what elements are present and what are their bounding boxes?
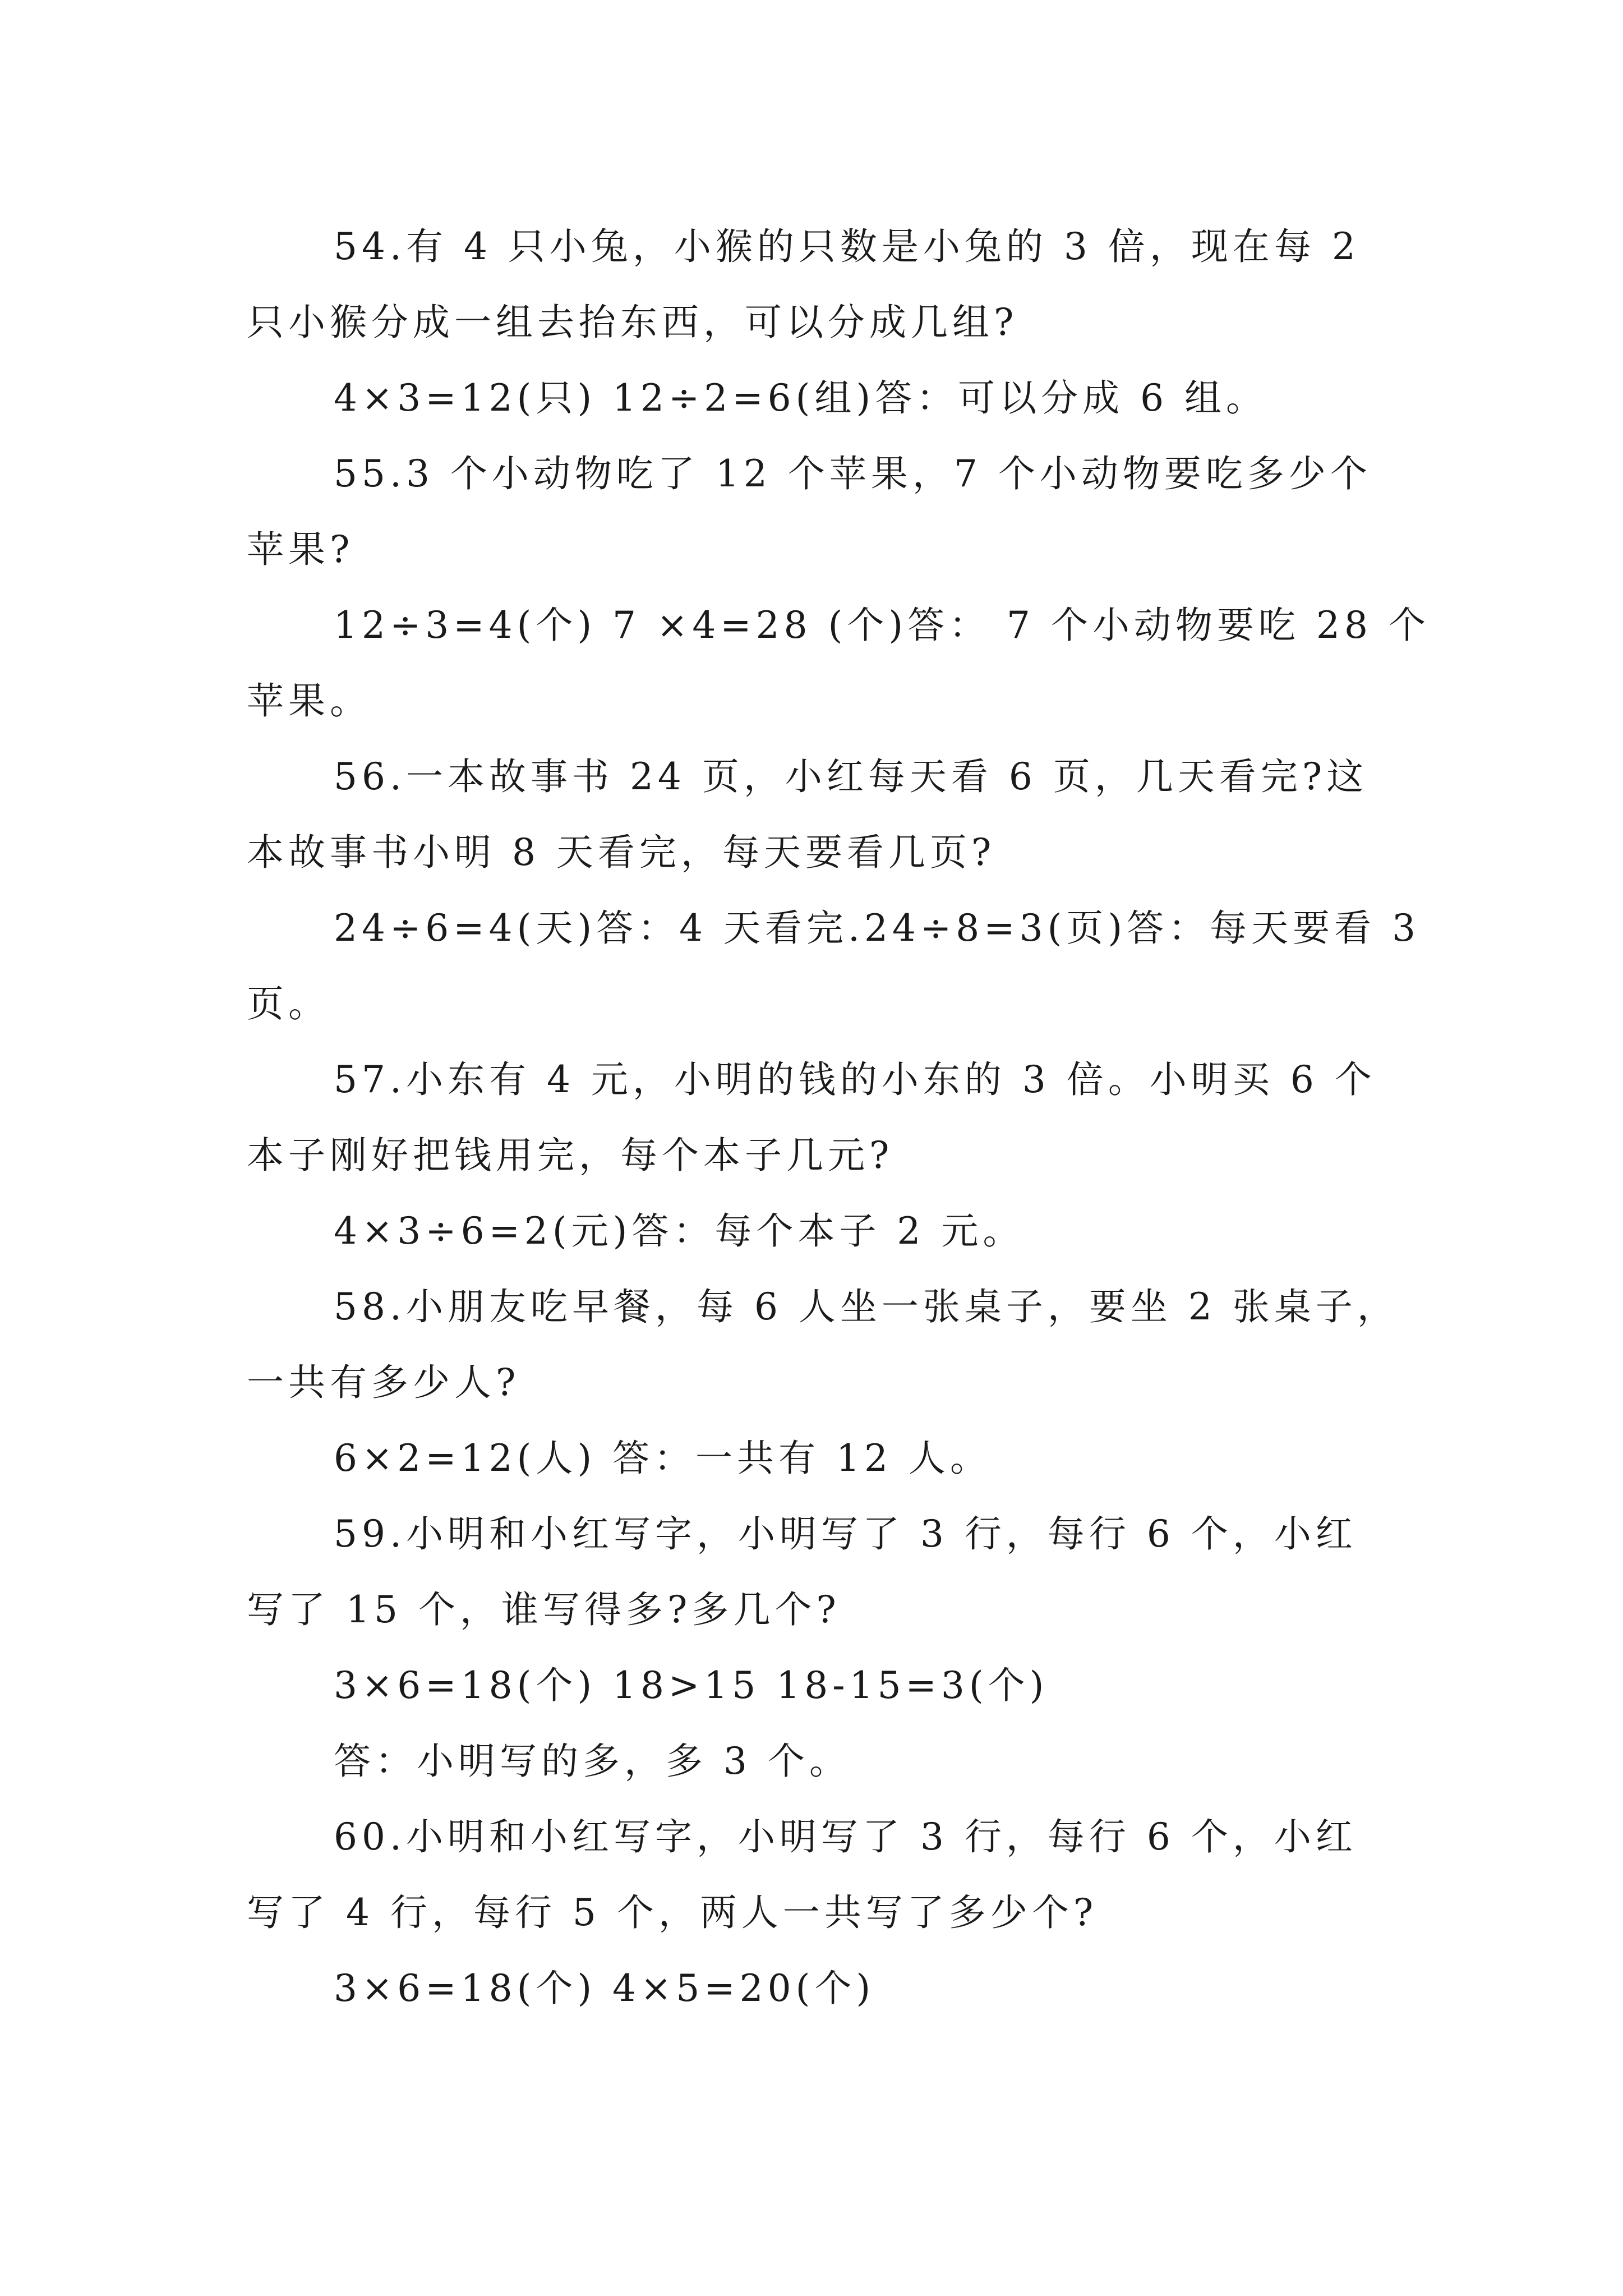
q54-line-1: 54.有 4 只小兔，小猴的只数是小兔的 3 倍，现在每 2 — [334, 225, 1360, 268]
a59-line-1: 3×6=18(个) 18>15 18-15=3(个) — [334, 1664, 1049, 1707]
a58-line: 6×2=12(人) 答：一共有 12 人。 — [334, 1437, 992, 1480]
q60-line-2: 写了 4 行，每行 5 个，两人一共写了多少个? — [247, 1891, 1098, 1934]
a55-line-2: 苹果。 — [247, 679, 371, 723]
a56-line-2: 页。 — [247, 982, 330, 1025]
a60-line: 3×6=18(个) 4×5=20(个) — [334, 1967, 875, 2010]
q59-line-1: 59.小明和小红写字，小明写了 3 行，每行 6 个，小红 — [334, 1512, 1357, 1556]
q58-line-1: 58.小朋友吃早餐，每 6 人坐一张桌子，要坐 2 张桌子， — [334, 1285, 1399, 1328]
a56-line-1: 24÷6=4(天)答：4 天看完.24÷8=3(页)答：每天要看 3 — [334, 907, 1421, 950]
q57-line-2: 本子刚好把钱用完，每个本子几元? — [247, 1134, 894, 1177]
q54-line-2: 只小猴分成一组去抬东西，可以分成几组? — [247, 301, 1018, 344]
q59-line-2: 写了 15 个，谁写得多?多几个? — [247, 1588, 841, 1631]
q57-line-1: 57.小东有 4 元，小明的钱的小东的 3 倍。小明买 6 个 — [334, 1058, 1376, 1101]
q56-line-2: 本故事书小明 8 天看完，每天要看几页? — [247, 831, 996, 874]
q60-line-1: 60.小明和小红写字，小明写了 3 行，每行 6 个，小红 — [334, 1815, 1357, 1858]
q55-line-2: 苹果? — [247, 528, 354, 571]
a57-line: 4×3÷6=2(元)答：每个本子 2 元。 — [334, 1209, 1025, 1253]
q55-line-1: 55.3 个小动物吃了 12 个苹果，7 个小动物要吃多少个 — [334, 452, 1372, 495]
a54-line: 4×3=12(只) 12÷2=6(组)答：可以分成 6 组。 — [334, 376, 1268, 420]
a59-line-2: 答：小明写的多，多 3 个。 — [334, 1740, 851, 1783]
q56-line-1: 56.一本故事书 24 页，小红每天看 6 页，几天看完?这 — [334, 755, 1368, 798]
a55-line-1: 12÷3=4(个) 7 ×4=28 (个)答： 7 个小动物要吃 28 个 — [334, 604, 1430, 647]
q58-line-2: 一共有多少人? — [247, 1361, 520, 1404]
